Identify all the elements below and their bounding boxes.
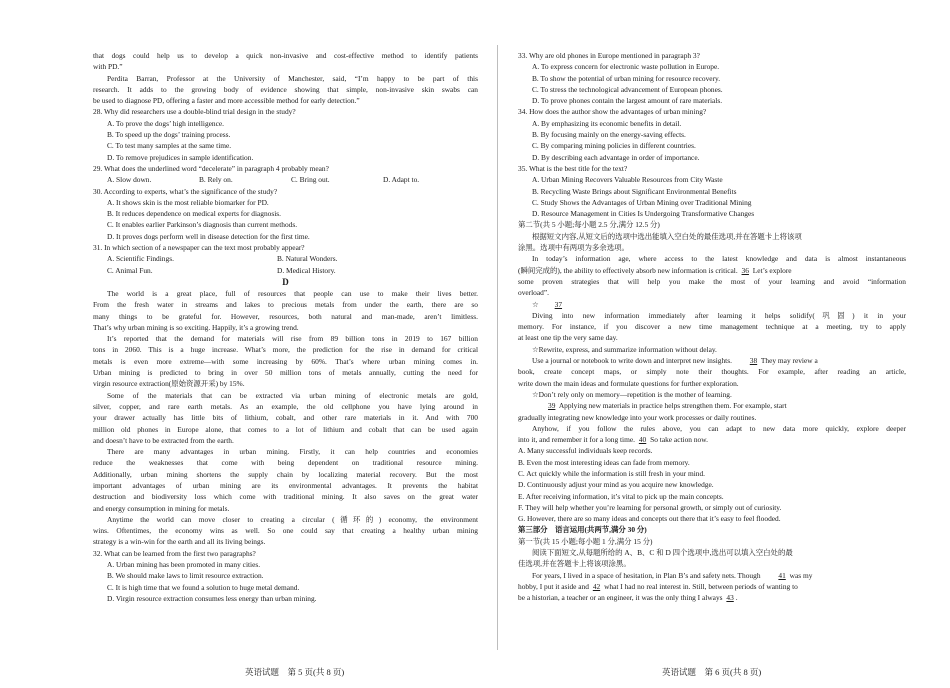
passage-line: at least one tip the very same day. xyxy=(518,333,618,343)
cloze-line xyxy=(518,581,906,592)
option-34c: C. By comparing mining policies in different countries. xyxy=(532,141,696,151)
page-5-footer: 英语试题 第 5 页(共 8 页) xyxy=(245,667,345,677)
option-32c: C. It is high time that we found a solution to huge metal demand. xyxy=(107,582,300,592)
question-30-stem: 30. According to experts, what’s the significance of the study? xyxy=(93,186,278,196)
passage-line: destruction and biodiversity loss which come with traditional mining. It also saves on the great water xyxy=(93,492,478,502)
option-31c: C. Animal Fun. xyxy=(107,265,153,275)
passage-line: metals is even more extreme—with some increasing by 60%. That’s where urban mining comes in. xyxy=(93,356,478,366)
section-2-instruction: 涂黑。选项中有两项为多余选项。 xyxy=(518,243,629,253)
text-line: Perdita Barran, Professor at the University of Manchester, said, “I’m happy to be part of this xyxy=(107,73,478,83)
passage-line: reduce the weaknesses that come with being dependent on traditional resource mining. xyxy=(93,458,478,468)
passage-line: silver, copper, and rare earth metals. As an example, the old cellphone you have lying around in xyxy=(93,401,478,411)
part-3-instruction: 阅读下面短文,从每题所给的 A、B、C 和 D 四个选项中,选出可以填入空白处的最 xyxy=(532,548,793,558)
blank-41: 41 xyxy=(778,570,786,580)
star-icon: ☆ xyxy=(532,299,539,309)
text-line: that dogs could help us to develop a quick non-invasive and cost-effective method to identify patients xyxy=(93,51,478,60)
page-6-footer: 英语试题 第 6 页(共 8 页) xyxy=(662,667,762,677)
passage-line: and energy consumption in mining for metals. xyxy=(93,503,230,513)
part-3-section-1: 第一节(共 15 小题;每小题 1 分,满分 15 分) xyxy=(518,536,653,546)
passage-text: Let’s explore xyxy=(752,265,792,275)
page-divider xyxy=(497,45,498,650)
passage-line: wins. Oftentimes, the economy wins as well. So one could say that creating a healthy urban mining xyxy=(93,526,478,536)
options-31-row1 xyxy=(93,253,478,264)
blank-40: 40 xyxy=(638,435,647,445)
option-30a: A. It shows skin is the most reliable biomarker for PD. xyxy=(107,197,269,207)
blank-39: 39 xyxy=(548,401,556,411)
passage-line xyxy=(518,265,906,276)
passage-line: strategy is a win-win for the earth and all its living beings. xyxy=(93,537,266,547)
blank-42: 42 xyxy=(592,581,601,591)
passage-line: gradually integrating new knowledge into your work processes or daily routines. xyxy=(518,412,757,422)
blank-38: 38 xyxy=(749,356,758,366)
passage-line: write down the main ideas and formulate questions for further exploration. xyxy=(518,378,739,388)
option-34d: D. By describing each advantage in order of importance. xyxy=(532,152,700,162)
passage-text: into it, and remember it for a long time. xyxy=(518,435,635,445)
passage-line: memory. For instance, if you discover a new time management technique at a meeting, try to apply xyxy=(518,322,906,332)
question-32-stem: 32. What can be learned from the first two paragraphs? xyxy=(93,548,256,558)
passage-line: The world is a great place, full of resources that people can use to make their lives better. xyxy=(107,288,478,298)
passage-text: Use a journal or notebook to write down and interpret new insights. xyxy=(532,356,732,366)
option-33d: D. To prove phones contain the largest amount of rare materials. xyxy=(532,96,723,106)
question-33-stem: 33. Why are old phones in Europe mentioned in paragraph 3? xyxy=(518,51,700,60)
passage-line: Additionally, urban mining shortens the supply chain by localizing material recovery. But the most xyxy=(93,469,478,479)
option-f: F. They will help whether you’re learning for personal growth, or simply out of curiosity. xyxy=(518,502,782,512)
passage-line: important advantages of urban mining are its environmental advantages. It prevents the habitat xyxy=(93,480,478,490)
option-29a: A. Slow down. xyxy=(107,175,152,185)
option-35b: B. Recycling Waste Brings about Significant Environmental Benefits xyxy=(532,186,737,196)
question-35-stem: 35. What is the best title for the text? xyxy=(518,163,628,173)
option-35d: D. Resource Management in Cities Is Undergoing Transformative Changes xyxy=(532,209,755,219)
section-d-heading: D xyxy=(282,276,289,287)
text-line: research. It adds to the growing body of evidence showing that simple, non-invasive skin swabs can xyxy=(93,84,478,94)
passage-line: and doesn’t have to be extracted from the earth. xyxy=(93,435,234,445)
option-34a: A. By emphasizing its economic benefits in detail. xyxy=(532,118,682,128)
option-33b: B. To show the potential of urban mining for resource recovery. xyxy=(532,73,721,83)
section-2-heading: 第二节(共 5 小题;每小题 2.5 分,满分 12.5 分) xyxy=(518,220,660,230)
passage-line: tons in 2060. This is a huge increase. What’s more, the prediction for the rise in demand for critical xyxy=(93,345,478,355)
option-28c: C. To test many samples at the same time. xyxy=(107,141,232,151)
passage-line: Anyhow, if you follow the rules above, you can adapt to new data more quickly, explore deeper xyxy=(532,423,906,433)
passage-line: It’s reported that the demand for materials will rise from 89 billion tons in 2019 to 167 billion xyxy=(107,334,478,344)
option-33a: A. To express concern for electronic waste pollution in Europe. xyxy=(532,62,720,72)
option-30b: B. It reduces dependence on medical experts for diagnosis. xyxy=(107,209,282,219)
passage-line: Urban mining is predicted to bring in over 50 million tons of metals annually, cutting the need for xyxy=(93,368,478,378)
option-35c: C. Study Shows the Advantages of Urban Mining over Traditional Mining xyxy=(532,197,752,207)
part-3-instruction: 佳选项,并在答题卡上将该项涂黑。 xyxy=(518,559,631,569)
option-d: D. Continuously adjust your mind as you acquire new knowledge. xyxy=(518,480,714,490)
question-31-stem: 31. In which section of a newspaper can the text most probably appear? xyxy=(93,243,305,253)
question-28-stem: 28. Why did researchers use a double-blind trial design in the study? xyxy=(93,107,296,117)
option-33c: C. To stress the technological advancement of European phones. xyxy=(532,84,723,94)
passage-line: virgin resource extraction(原始资源开采) by 15%. xyxy=(93,379,245,389)
passage-line: In today’s information age, where access to the latest knowledge and data is almost instantaneous xyxy=(532,254,906,264)
option-30c: C. It enables earlier Parkinson’s diagnosis than current methods. xyxy=(107,220,298,230)
option-35a: A. Urban Mining Recovers Valuable Resources from City Waste xyxy=(532,175,723,185)
passage-line: There are many advantages in urban mining. Firstly, it can help countries and economies xyxy=(107,447,478,457)
page-6-column xyxy=(518,50,906,604)
option-e: E. After receiving information, it’s vital to pick up the main concepts. xyxy=(518,491,724,501)
cloze-line: be a historian, a teacher or an engineer, it was the only thing I always 43 . xyxy=(518,593,738,603)
blank-36: 36 xyxy=(741,265,749,275)
passage-line: overload”. xyxy=(518,288,549,298)
option-b: B. Even the most interesting ideas can fade from memory. xyxy=(518,457,690,467)
option-32b: B. We should make laws to limit resource extraction. xyxy=(107,571,264,581)
option-29c: C. Bring out. xyxy=(291,175,330,185)
options-31-row2 xyxy=(93,265,478,276)
option-g: G. However, there are so many ideas and concepts out there that it’s easy to feel flooded. xyxy=(518,514,781,524)
cloze-text: hobby, I put it aside and xyxy=(518,581,589,591)
blank-37: 37 xyxy=(554,299,563,309)
passage-line: book, create concept maps, or simply note their thoughts. For example, after reading an article, xyxy=(518,367,906,377)
option-32a: A. Urban mining has been promoted in many cities. xyxy=(107,560,261,570)
passage-line: Some of the materials that can be extracted via urban mining of electronic metals are gold, xyxy=(107,390,478,400)
option-28d: D. To remove prejudices in sample identification. xyxy=(107,152,254,162)
option-a: A. Many successful individuals keep records. xyxy=(518,446,653,456)
option-31b: B. Natural Wonders. xyxy=(277,254,338,264)
tip-memory: ☆Don’t rely only on memory—repetition is the mother of learning. xyxy=(532,389,732,399)
passage-text: So take action now. xyxy=(650,435,708,445)
cloze-text: was my xyxy=(789,570,813,580)
option-28b: B. To speed up the dogs’ training process. xyxy=(107,130,231,140)
cloze-text: For years, I lived in a space of hesitation, in Plan B’s and safety nets. Though xyxy=(532,570,761,580)
option-31d: D. Medical History. xyxy=(277,265,336,275)
question-29-stem: 29. What does the underlined word “decelerate” in paragraph 4 probably mean? xyxy=(93,163,329,173)
text-line: with PD.” xyxy=(93,62,123,72)
text-line: be used to diagnose PD, offering a faster and more accessible method for early detection.” xyxy=(93,96,360,106)
options-29 xyxy=(93,174,478,185)
option-c: C. Act quickly while the information is still fresh in your mind. xyxy=(518,468,706,478)
passage-line xyxy=(518,355,906,366)
blank-43: 43 xyxy=(726,593,734,603)
passage-line xyxy=(518,400,906,411)
passage-line: From the fresh water in streams and lakes to precious metals from under the earth, there are so xyxy=(93,300,478,310)
passage-line: million old phones in Europe alone, that comes to a lot of lithium and cobalt that can be used again xyxy=(93,424,478,434)
option-32d: D. Virgin resource extraction consumes less energy than urban mining. xyxy=(107,593,317,603)
tip-rewrite: ☆Rewrite, express, and summarize information without delay. xyxy=(532,344,717,354)
passage-text: (瞬间完成的), the ability to effectively absorb new information is critical. xyxy=(518,265,738,275)
cloze-text: be a historian, a teacher or an engineer, it was the only thing I always xyxy=(518,593,723,603)
option-28a: A. To prove the dogs’ high intelligence. xyxy=(107,118,225,128)
tip-line-37 xyxy=(518,299,906,310)
cloze-line xyxy=(518,570,906,581)
passage-line: many things to be grateful for. However, resources, both natural and man-made, aren’t limitless. xyxy=(93,311,478,321)
option-29b: B. Rely on. xyxy=(199,175,233,185)
passage-line: Diving into new information immediately after learning it helps solidify(巩固) it in your xyxy=(532,310,906,320)
question-34-stem: 34. How does the author show the advantages of urban mining? xyxy=(518,107,707,117)
passage-line xyxy=(518,434,906,445)
option-34b: B. By focusing mainly on the energy-saving effects. xyxy=(532,130,686,140)
passage-line: some proven strategies that will help you make the most of your learning and avoid “information xyxy=(518,276,906,286)
option-29d: D. Adapt to. xyxy=(383,175,420,185)
cloze-text: what I had no real interest in. Still, between periods of wanting to xyxy=(604,581,798,591)
passage-text: They may review a xyxy=(760,356,818,366)
passage-line: Anytime the world can move closer to creating a circular (循环的) economy, the environment xyxy=(107,514,478,524)
section-2-instruction: 根据短文内容,从短文后的选项中选出能填入空白处的最佳选项,并在答题卡上将该项 xyxy=(532,231,802,241)
option-30d: D. It proves dogs perform well in disease detection for the first time. xyxy=(107,231,310,241)
option-31a: A. Scientific Findings. xyxy=(107,254,174,264)
passage-text: Applying new materials in practice helps strengthen them. For example, start xyxy=(558,401,787,411)
part-3-heading: 第三部分 语言运用(共两节,满分 30 分) xyxy=(518,525,647,535)
passage-line: That’s why urban mining is so exciting. Happily, it’s a growing trend. xyxy=(93,322,299,332)
page-5-column xyxy=(93,50,478,604)
passage-line: your drawer actually has little bits of lithium, cobalt, and other rare materials in it. And with 700 xyxy=(93,413,478,423)
